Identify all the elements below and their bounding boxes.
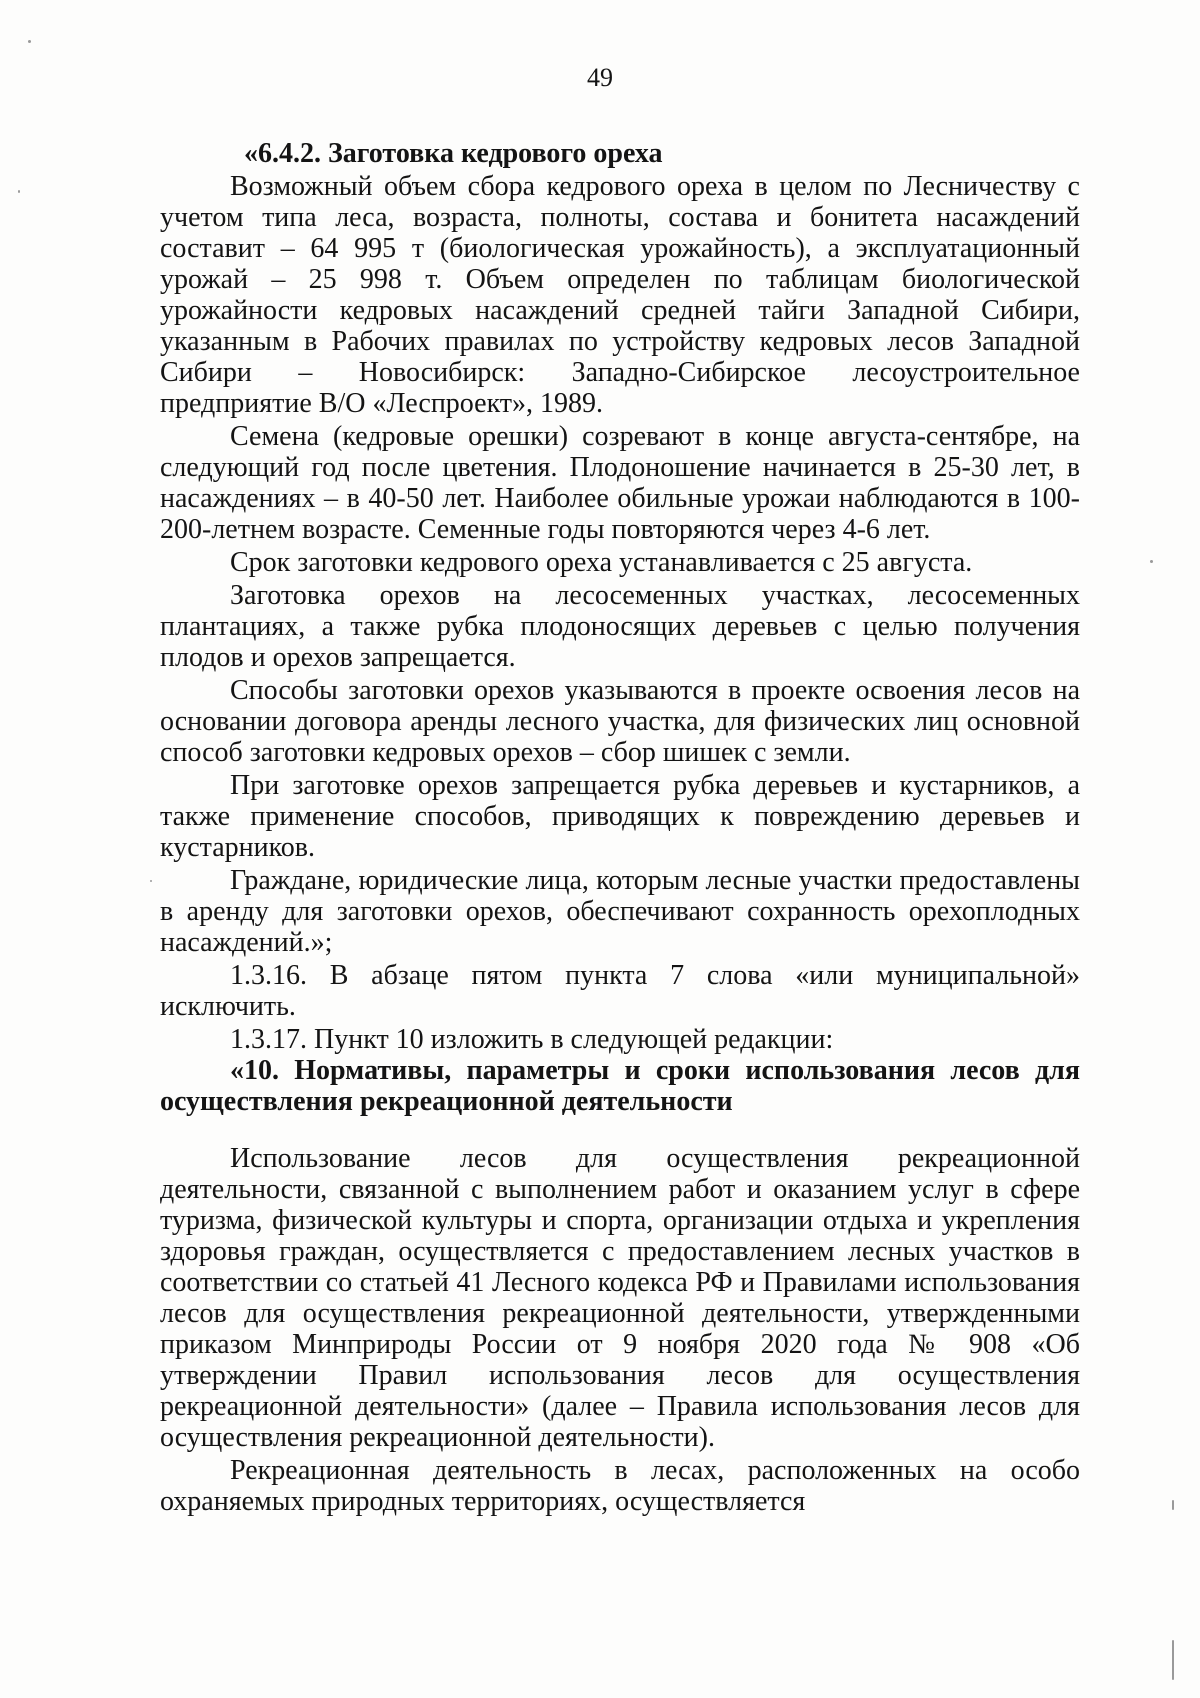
scan-speck [1150, 560, 1153, 563]
scan-speck [1172, 1500, 1174, 1510]
spacer [160, 1117, 1080, 1143]
paragraph-recreational-use: Использование лесов для осуществления рекреационной деятельности, связанной с выполнением работ и оказанием услуг в сфере туризма, физической культуры и спорта, организации отдыха и укрепления здоровья граждан, осуществляется с предоставлением лесных участков в соответствии со статьей 41 Лесного кодекса РФ и Правилами использования лесов для осуществления рекреационной деятельности, утвержденными приказом Минприроды России от 9 ноября 2020 года № 908 «Об утверждении Правил использования лесов для осуществления рекреационной деятельности» (далее – Правила использования лесов для осуществления рекреационной деятельности). [160, 1143, 1080, 1453]
paragraph-harvest-prohibition: Заготовка орехов на лесосеменных участках, лесосеменных плантациях, а также рубка плодоносящих деревьев с целью получения плодов и орехов запрещается. [160, 580, 1080, 673]
page-number: 49 [587, 63, 613, 92]
paragraph-tenant-obligations: Граждане, юридические лица, которым лесные участки предоставлены в аренду для заготовки орехов, обеспечивают сохранность орехоплодных насаждений.»; [160, 865, 1080, 958]
paragraph-protected-areas: Рекреационная деятельность в лесах, расположенных на особо охраняемых природных территориях, осуществляется [160, 1455, 1080, 1517]
paragraph-amendment-1-3-16: 1.3.16. В абзаце пятом пункта 7 слова «или муниципальной» исключить. [160, 960, 1080, 1022]
document-body [160, 138, 1080, 1517]
paragraph-seed-ripening: Семена (кедровые орешки) созревают в конце августа-сентябре, на следующий год после цветения. Плодоношение начинается в 25-30 лет, в насаждениях – в 40-50 лет. Наиболее обильные урожаи наблюдаются в 100-200-летнем возрасте. Семенные годы повторяются через 4-6 лет. [160, 421, 1080, 545]
section-heading-6-4-2: «6.4.2. Заготовка кедрового ореха [244, 138, 663, 169]
paragraph-harvest-methods: Способы заготовки орехов указываются в проекте освоения лесов на основании договора аренды лесного участка, для физических лиц основной способ заготовки кедровых орехов – сбор шишек с земли. [160, 675, 1080, 768]
scan-speck [1172, 1640, 1174, 1680]
paragraph-amendment-1-3-17: 1.3.17. Пункт 10 изложить в следующей редакции: [230, 1024, 834, 1055]
scan-speck [18, 190, 20, 193]
paragraph-harvest-start-date: Срок заготовки кедрового ореха устанавливается с 25 августа. [230, 547, 973, 578]
scan-speck [150, 880, 152, 882]
paragraph-harvest-volume: Возможный объем сбора кедрового ореха в целом по Лесничеству с учетом типа леса, возраста, полноты, состава и бонитета насаждений составит – 64 995 т (биологическая урожайность), а эксплуатационный урожай – 25 998 т. Объем определен по таблицам биологической урожайности кедровых насаждений средней тайги Западной Сибири, указанным в Рабочих правилах по устройству кедровых лесов Западной Сибири – Новосибирск: Западно-Сибирское лесоустроительное предприятие В/О «Леспроект», 1989. [160, 171, 1080, 419]
section-heading-10: «10. Нормативы, параметры и сроки использования лесов для осуществления рекреационной деятельности [160, 1055, 1080, 1117]
scan-speck [28, 40, 31, 43]
paragraph-felling-prohibition: При заготовке орехов запрещается рубка деревьев и кустарников, а также применение способов, приводящих к повреждению деревьев и кустарников. [160, 770, 1080, 863]
